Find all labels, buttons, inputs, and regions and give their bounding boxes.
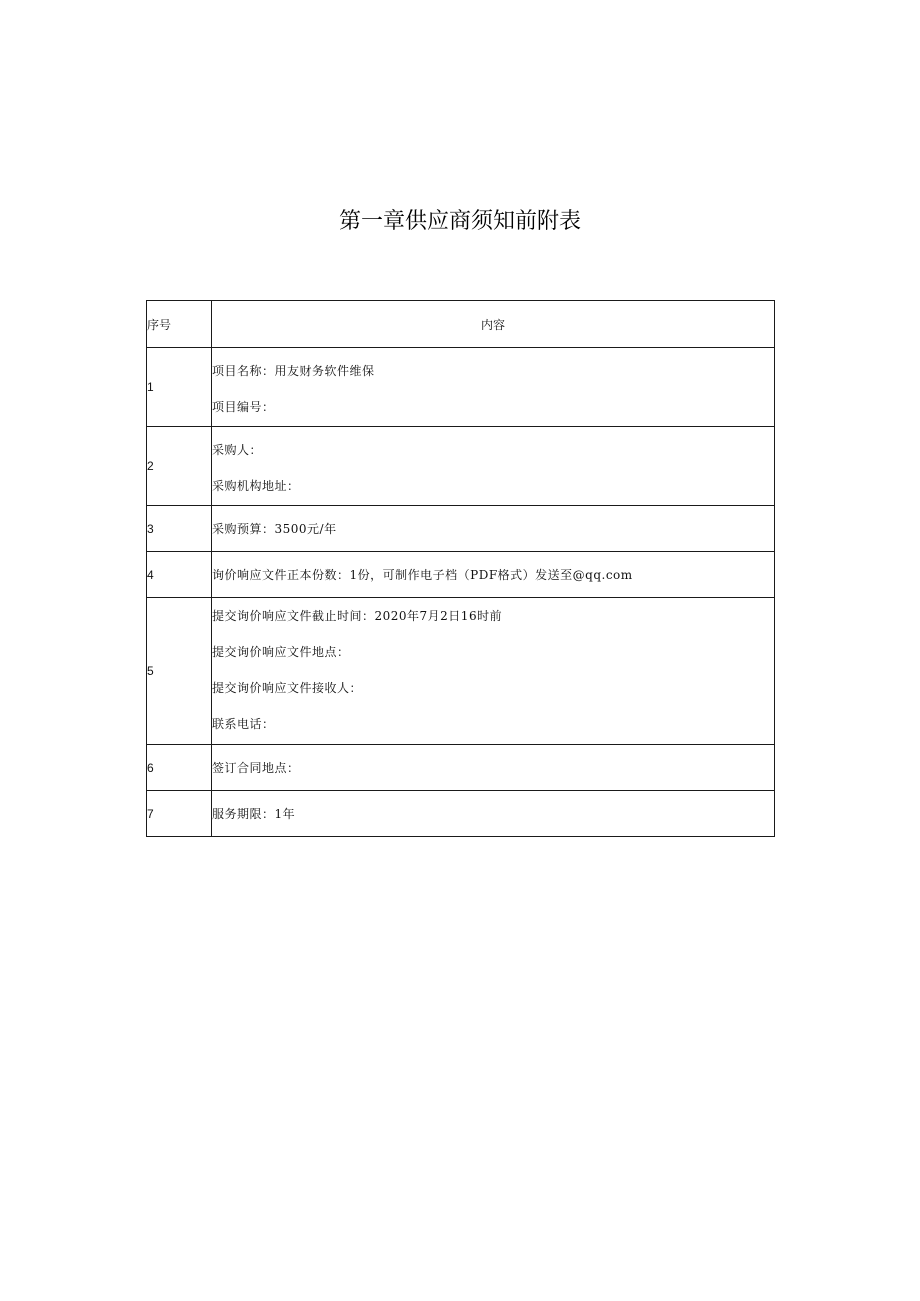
project-name-line: 项目名称：用友财务软件维保	[212, 363, 375, 378]
row-index: 6	[147, 745, 212, 791]
row-index: 5	[147, 598, 212, 745]
row-index: 1	[147, 348, 212, 427]
header-content: 内容	[212, 301, 775, 348]
row-index: 2	[147, 427, 212, 506]
row-index: 4	[147, 552, 212, 598]
row-content	[212, 427, 775, 506]
header-index: 序号	[147, 301, 212, 348]
contract-location-line: 签订合同地点：	[212, 760, 300, 775]
table-row	[147, 506, 775, 552]
service-period-line: 服务期限：1年	[212, 806, 296, 821]
purchaser-line: 采购人：	[212, 442, 263, 457]
row-content	[212, 745, 775, 791]
row-index: 3	[147, 506, 212, 552]
phone-line: 联系电话：	[212, 717, 275, 731]
row-content	[212, 506, 775, 552]
row-content	[212, 598, 775, 745]
row-content	[212, 791, 775, 837]
table-row	[147, 348, 775, 427]
page-title: 第一章供应商须知前附表	[338, 209, 581, 234]
table-row	[147, 745, 775, 791]
recipient-line: 提交询价响应文件接收人：	[212, 681, 363, 695]
table-row	[147, 552, 775, 598]
table-header-row	[147, 301, 775, 348]
supplier-notice-table	[146, 300, 775, 837]
deadline-line: 提交询价响应文件截止时间：2020年7月2日16时前	[212, 609, 503, 623]
row-index: 7	[147, 791, 212, 837]
agency-address-line: 采购机构地址：	[212, 478, 300, 493]
row-content	[212, 552, 775, 598]
row-content	[212, 348, 775, 427]
copies-line: 询价响应文件正本份数：1份，可制作电子档（PDF格式）发送至@qq.com	[212, 567, 633, 582]
submission-location-line: 提交询价响应文件地点：	[212, 645, 350, 659]
budget-line: 采购预算：3500元/年	[212, 521, 337, 536]
table-row	[147, 791, 775, 837]
table-row	[147, 598, 775, 745]
table-row	[147, 427, 775, 506]
project-number-line: 项目编号：	[212, 399, 275, 414]
